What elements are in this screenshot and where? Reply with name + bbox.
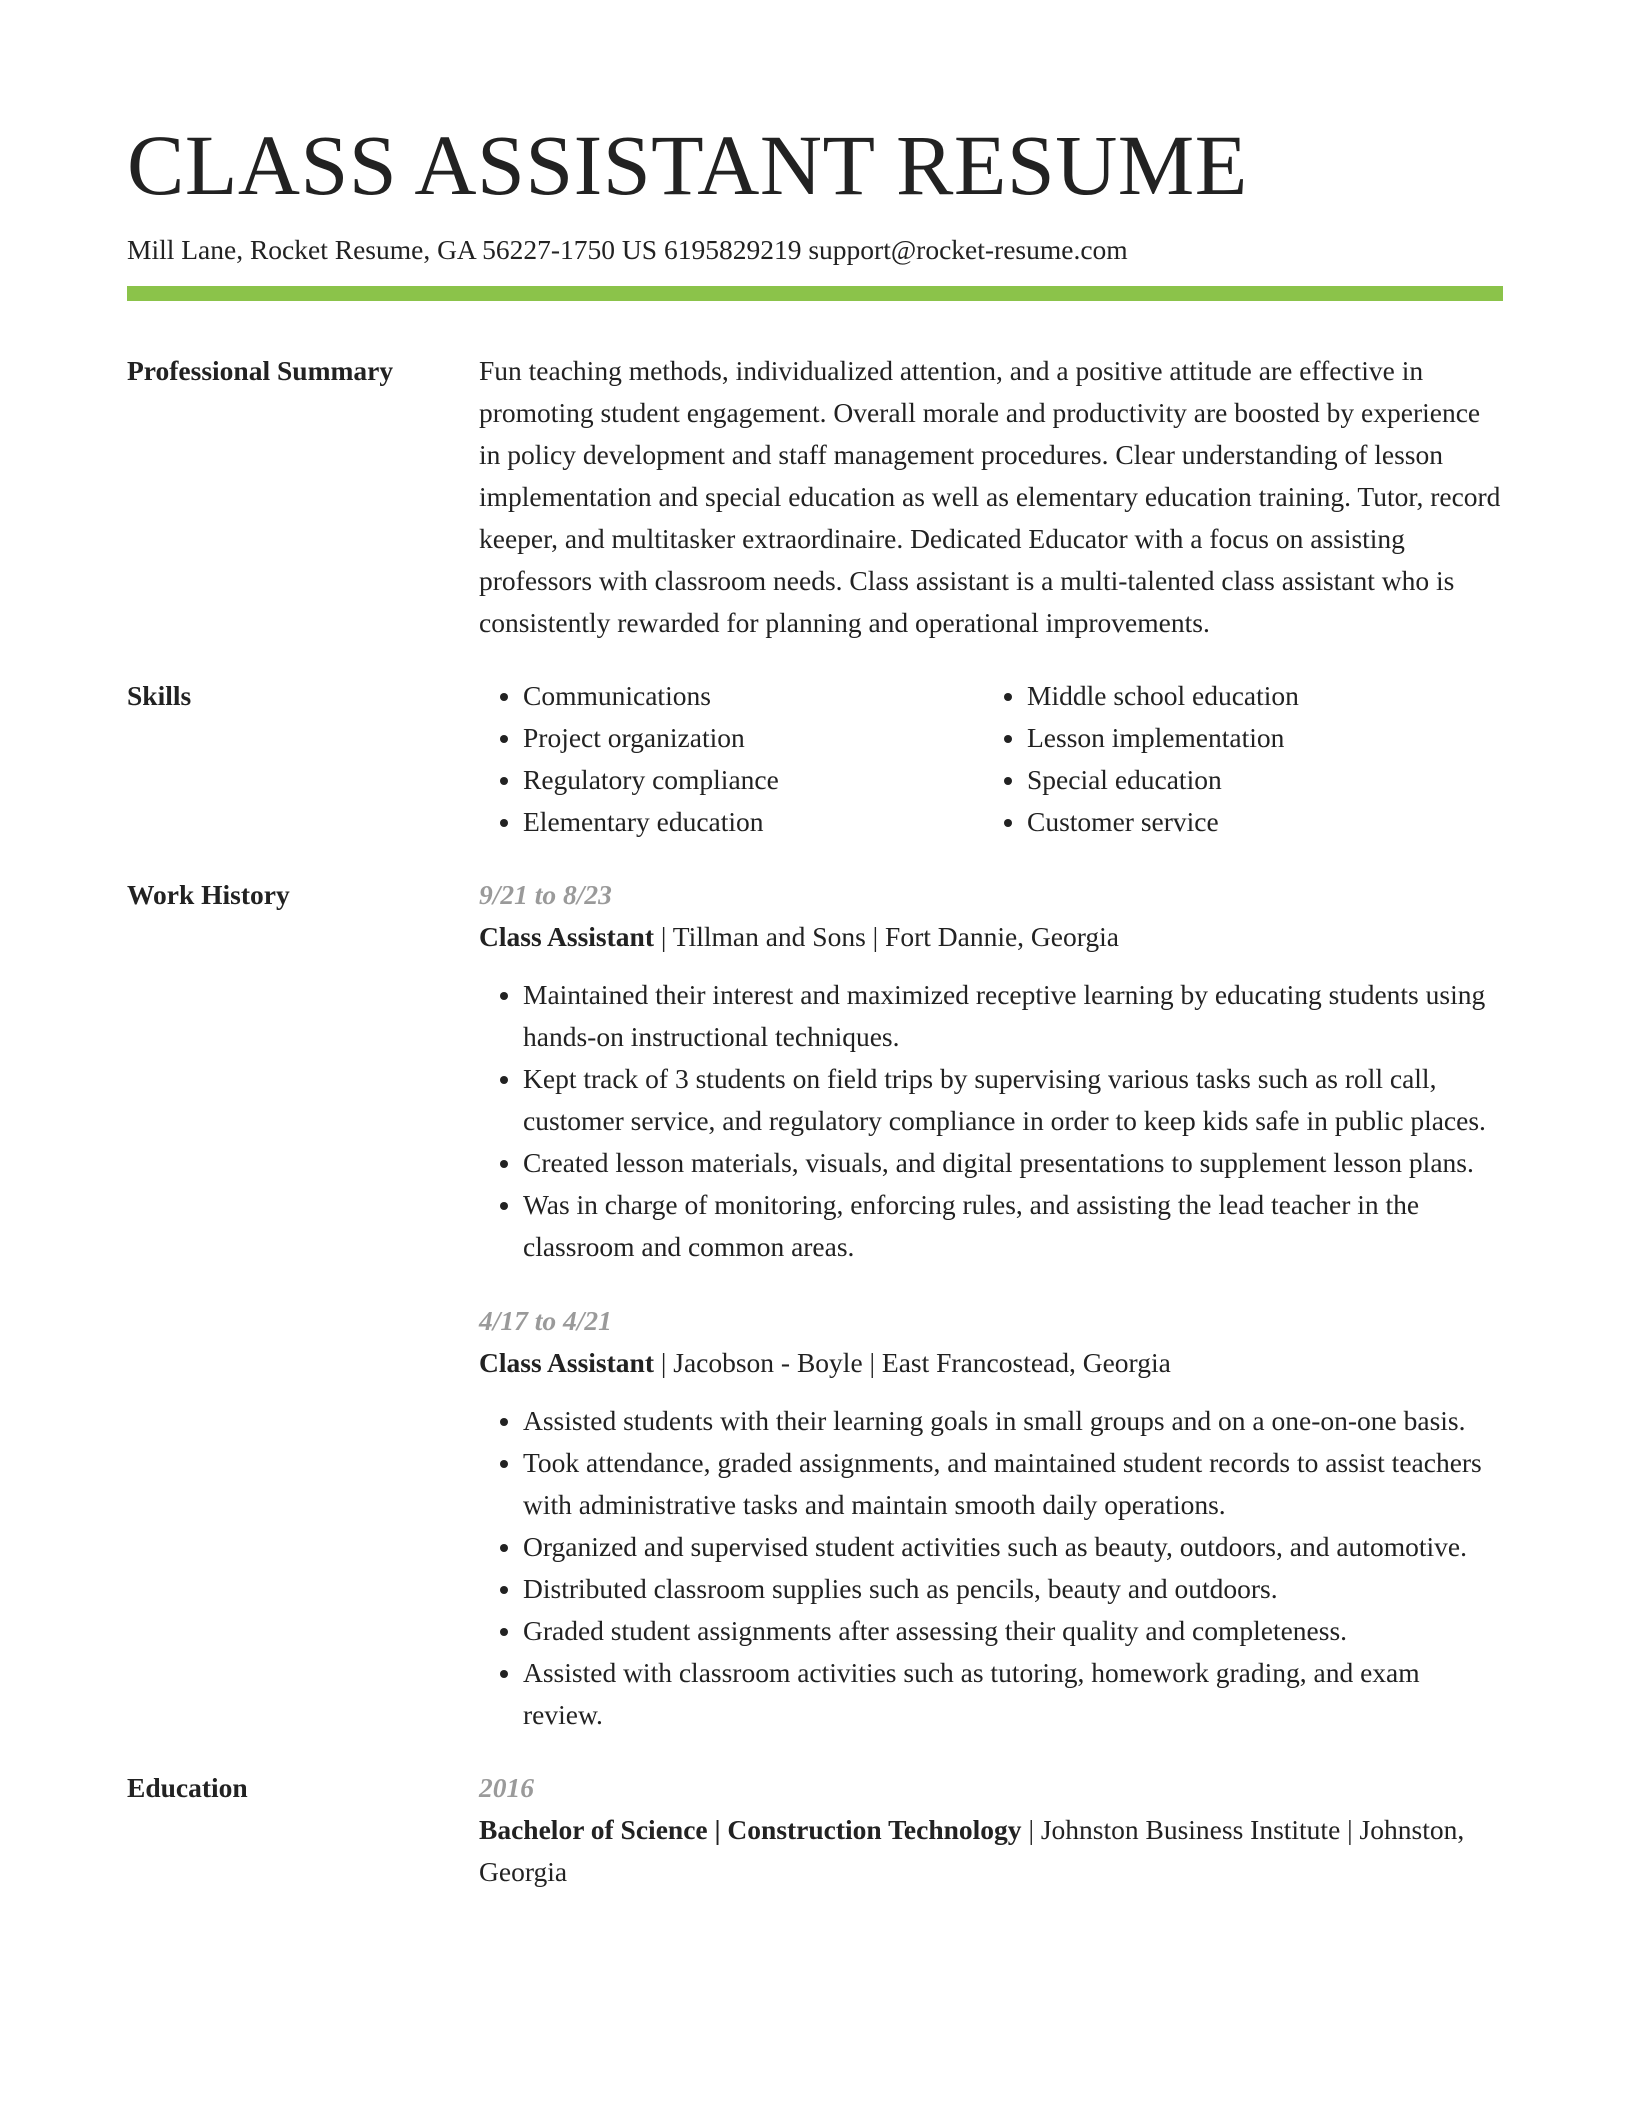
job-bullet: • Distributed classroom supplies such as pencils, beauty and outdoors.: [523, 1568, 1503, 1610]
job-bullet: • Took attendance, graded assignments, and maintained student records to assist teachers with administrative tasks and maintain smooth daily operations.: [523, 1442, 1503, 1526]
job-bullet: • Assisted students with their learning goals in small groups and on a one-on-one basis.: [523, 1400, 1503, 1442]
skill-item: • Lesson implementation: [1027, 717, 1487, 759]
page-title: CLASS ASSISTANT RESUME: [127, 117, 1248, 213]
job-bullet: • Kept track of 3 students on field trips by supervising various tasks such as roll call, customer service, and regulatory compliance in order to keep kids safe in public places.: [523, 1058, 1503, 1142]
job-title: Class Assistant: [479, 1347, 654, 1378]
degree-title: Bachelor of Science | Construction Technology: [479, 1814, 1022, 1845]
skill-item: • Elementary education: [523, 801, 983, 843]
skill-item: • Communications: [523, 675, 983, 717]
job-entry: [479, 1300, 1503, 1736]
work-history-label: Work History: [127, 879, 290, 910]
job-title: Class Assistant: [479, 921, 654, 952]
job-bullet: • Was in charge of monitoring, enforcing rules, and assisting the lead teacher in the classroom and common areas.: [523, 1184, 1503, 1268]
skill-item: • Middle school education: [1027, 675, 1487, 717]
contact-phone: 6195829219: [663, 234, 802, 265]
skill-item: • Customer service: [1027, 801, 1487, 843]
job-details: | Tillman and Sons | Fort Dannie, Georgia: [653, 921, 1120, 952]
job-bullets: [479, 974, 1503, 1268]
job-details: | Jacobson - Boyle | East Francostead, Georgia: [653, 1347, 1171, 1378]
job-bullet: • Organized and supervised student activities such as beauty, outdoors, and automotive.: [523, 1526, 1503, 1568]
job-bullet: • Graded student assignments after assessing their quality and completeness.: [523, 1610, 1503, 1652]
resume-body: [127, 350, 1503, 1924]
education-heading: [479, 1809, 1503, 1893]
contact-address: Mill Lane, Rocket Resume, GA 56227-1750 US: [127, 234, 658, 265]
summary-text: Fun teaching methods, individualized attention, and a positive attitude are effective in promoting student engagement. Overall morale and productivity are boosted by experience in policy development and staff management procedures. Clear understanding of lesson implementation and special education as well as elementary education training. Tutor, record keeper, and multitasker extraordinaire. Dedicated Educator with a focus on assisting professors with classroom needs. Class assistant is a multi-talented class assistant who is consistently rewarded for planning and operational improvements.: [479, 355, 1501, 638]
skill-item: • Special education: [1027, 759, 1487, 801]
summary-label: Professional Summary: [127, 355, 394, 386]
work-history-content: [479, 874, 1503, 1736]
job-heading: [479, 1342, 1503, 1384]
header-divider: [127, 286, 1503, 301]
job-bullet: • Created lesson materials, visuals, and digital presentations to supplement lesson plans.: [523, 1142, 1503, 1184]
work-history-section: [127, 874, 1503, 1736]
contact-email: support@rocket-resume.com: [808, 234, 1128, 265]
job-heading: [479, 916, 1503, 958]
job-bullet: • Maintained their interest and maximized receptive learning by educating students using hands-on instructional techniques.: [523, 974, 1503, 1058]
skills-section: [127, 675, 1503, 843]
education-year: 2016: [479, 1772, 534, 1803]
contact-line: [127, 230, 1128, 270]
skills-column-left: [479, 675, 983, 843]
education-label: Education: [127, 1772, 248, 1803]
education-details: | Johnston Business Institute | Johnston, Georgia: [479, 1814, 1465, 1887]
skills-column-right: [983, 675, 1487, 843]
education-content: [479, 1767, 1503, 1893]
job-bullet: • Assisted with classroom activities such as tutoring, homework grading, and exam review.: [523, 1652, 1503, 1736]
summary-section: [127, 350, 1503, 644]
job-dates: 4/17 to 4/21: [479, 1305, 612, 1336]
skills-label: Skills: [127, 680, 192, 711]
education-section: [127, 1767, 1503, 1893]
job-dates: 9/21 to 8/23: [479, 879, 612, 910]
job-entry: [479, 874, 1503, 1268]
skills-list: [479, 675, 1503, 843]
skill-item: • Regulatory compliance: [523, 759, 983, 801]
summary-content: [479, 350, 1503, 644]
skill-item: • Project organization: [523, 717, 983, 759]
job-bullets: [479, 1400, 1503, 1736]
